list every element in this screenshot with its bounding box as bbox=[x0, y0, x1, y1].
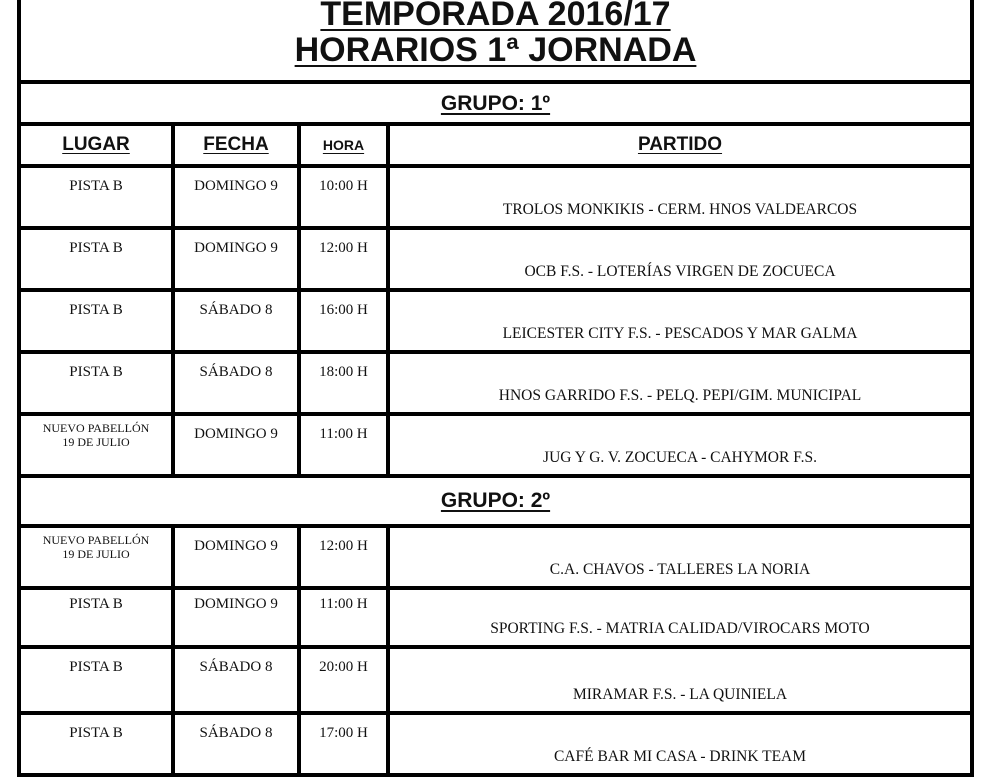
partido-cell: HNOS GARRIDO F.S. - PELQ. PEPI/GIM. MUNICIPAL bbox=[388, 352, 970, 414]
schedule-sheet bbox=[17, 0, 974, 777]
lugar-line-1: NUEVO PABELLÓN bbox=[42, 533, 150, 547]
column-header-fecha: FECHA bbox=[173, 126, 299, 166]
table-row bbox=[21, 414, 970, 476]
group-label: GRUPO: 2º bbox=[440, 489, 551, 512]
partido-cell: MIRAMAR F.S. - LA QUINIELA bbox=[388, 647, 970, 713]
lugar-line-1: NUEVO PABELLÓN bbox=[42, 421, 150, 435]
lugar-cell: PISTA B bbox=[21, 228, 173, 290]
hora-cell: 11:00 H bbox=[299, 414, 388, 476]
hora-cell: 18:00 H bbox=[299, 352, 388, 414]
lugar-line-2: 19 DE JULIO bbox=[62, 435, 130, 449]
hora-cell: 11:00 H bbox=[299, 588, 388, 647]
lugar-cell bbox=[21, 414, 173, 476]
lugar-cell: PISTA B bbox=[21, 352, 173, 414]
partido-cell: JUG Y G. V. ZOCUECA - CAHYMOR F.S. bbox=[388, 414, 970, 476]
lugar-cell: PISTA B bbox=[21, 166, 173, 228]
hora-cell: 17:00 H bbox=[299, 713, 388, 775]
schedule-title: HORARIOS 1ª JORNADA bbox=[294, 31, 697, 69]
fecha-cell: DOMINGO 9 bbox=[173, 528, 299, 588]
group-header-2 bbox=[21, 478, 970, 528]
group-label: GRUPO: 1º bbox=[440, 92, 551, 115]
fecha-cell: SÁBADO 8 bbox=[173, 290, 299, 352]
table-row bbox=[21, 352, 970, 414]
lugar-line-2: 19 DE JULIO bbox=[62, 547, 130, 561]
table-row bbox=[21, 166, 970, 228]
partido-cell: C.A. CHAVOS - TALLERES LA NORIA bbox=[388, 528, 970, 588]
title-block bbox=[21, 0, 970, 84]
schedule-table-group-2 bbox=[21, 528, 970, 777]
table-row bbox=[21, 647, 970, 713]
column-header-hora: HORA bbox=[299, 126, 388, 166]
hora-cell: 16:00 H bbox=[299, 290, 388, 352]
fecha-cell: SÁBADO 8 bbox=[173, 713, 299, 775]
season-title: TEMPORADA 2016/17 bbox=[320, 0, 671, 33]
table-row bbox=[21, 528, 970, 588]
hora-cell: 12:00 H bbox=[299, 228, 388, 290]
lugar-cell bbox=[21, 528, 173, 588]
partido-cell: CAFÉ BAR MI CASA - DRINK TEAM bbox=[388, 713, 970, 775]
table-row bbox=[21, 290, 970, 352]
hora-cell: 12:00 H bbox=[299, 528, 388, 588]
table-row bbox=[21, 228, 970, 290]
schedule-table-group-1 bbox=[21, 126, 970, 478]
lugar-cell: PISTA B bbox=[21, 290, 173, 352]
fecha-cell: DOMINGO 9 bbox=[173, 228, 299, 290]
table-row bbox=[21, 713, 970, 775]
fecha-cell: SÁBADO 8 bbox=[173, 352, 299, 414]
hora-cell: 10:00 H bbox=[299, 166, 388, 228]
partido-cell: SPORTING F.S. - MATRIA CALIDAD/VIROCARS MOTO bbox=[388, 588, 970, 647]
fecha-cell: SÁBADO 8 bbox=[173, 647, 299, 713]
lugar-cell: PISTA B bbox=[21, 588, 173, 647]
fecha-cell: DOMINGO 9 bbox=[173, 166, 299, 228]
partido-cell: OCB F.S. - LOTERÍAS VIRGEN DE ZOCUECA bbox=[388, 228, 970, 290]
column-header-partido: PARTIDO bbox=[388, 126, 970, 166]
partido-cell: LEICESTER CITY F.S. - PESCADOS Y MAR GALMA bbox=[388, 290, 970, 352]
hora-cell: 20:00 H bbox=[299, 647, 388, 713]
fecha-cell: DOMINGO 9 bbox=[173, 588, 299, 647]
partido-cell: TROLOS MONKIKIS - CERM. HNOS VALDEARCOS bbox=[388, 166, 970, 228]
column-header-lugar: LUGAR bbox=[21, 126, 173, 166]
lugar-cell: PISTA B bbox=[21, 647, 173, 713]
table-row bbox=[21, 588, 970, 647]
table-header-row bbox=[21, 126, 970, 166]
lugar-cell: PISTA B bbox=[21, 713, 173, 775]
fecha-cell: DOMINGO 9 bbox=[173, 414, 299, 476]
group-header-1 bbox=[21, 84, 970, 126]
